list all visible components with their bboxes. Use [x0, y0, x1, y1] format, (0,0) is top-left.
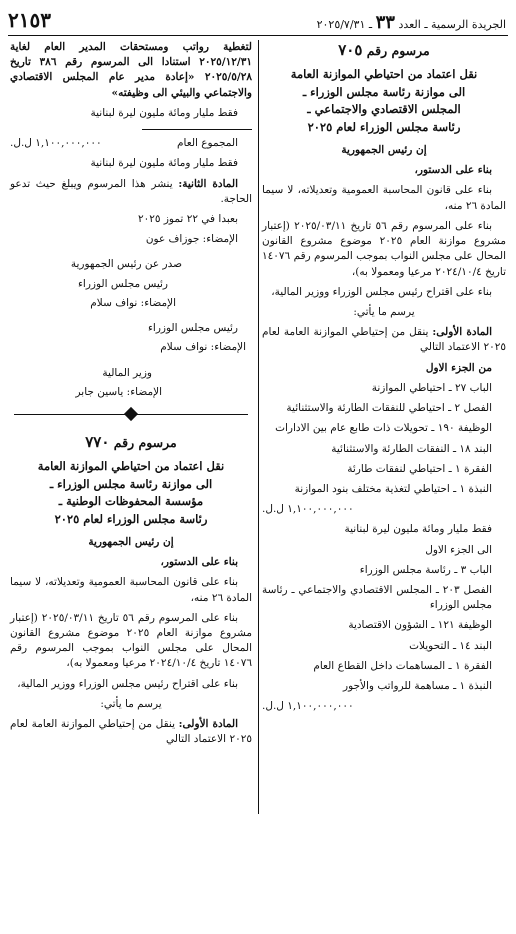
- signer-title: رئيس مجلس الوزراء: [77, 277, 168, 290]
- header-rule: [8, 35, 508, 36]
- subject-line: الى موازنة رئاسة مجلس الوزراء ـ: [49, 476, 213, 491]
- from-part-label: من الجزء الاول: [425, 361, 492, 374]
- decree-number: ٧٠٥: [338, 41, 363, 59]
- amount: ١,١٠٠,٠٠٠,٠٠٠ ل.ل.: [262, 503, 354, 516]
- article-text: ينشر هذا المرسوم ويبلغ حيث تدعو الحاجة.: [10, 177, 252, 205]
- total-words: فقط مليار ومائة مليون ليرة لبنانية: [90, 157, 238, 170]
- recital: بناء على المرسوم رقم ٥٦ تاريخ ٢٠٢٥/٠٣/١١ (إعتبار مشروع موازنة العام ٢٠٢٥ موضوع مشروع القانون المحال على مجلس النواب بموجب المرسوم رقم ١٤٠٧٦ تاريخ ٢٠٢٤/١٠/٤ مرعيا ومعمولا به)،: [10, 611, 252, 670]
- signature: الإمضاء: ياسين جابر: [75, 385, 162, 398]
- budget-item: الوظيفة ١٩٠ ـ تحويلات ذات طابع عام بين الادارات: [275, 422, 492, 435]
- article-text: ينقل من إحتياطي الموازنة العامة لعام ٢٠٢٥ الاعتماد التالي: [10, 718, 252, 746]
- budget-item: الباب ٣ ـ رئاسة مجلس الوزراء: [359, 563, 492, 576]
- article-2: [10, 177, 252, 207]
- president-line: إن رئيس الجمهورية: [341, 144, 427, 156]
- to-part-label: الى الجزء الاول: [425, 543, 492, 556]
- recital: بناء على قانون المحاسبة العمومية وتعديلاته، لا سيما المادة ٢٦ منه،: [10, 576, 252, 604]
- recital: بناء على اقتراح رئيس مجلس الوزراء ووزير المالية،: [271, 285, 492, 298]
- decree-title: [262, 40, 506, 62]
- decree-title-label: مرسوم رقم: [113, 434, 177, 450]
- decree-title-label: مرسوم رقم: [366, 43, 430, 58]
- budget-item: الفصل ٢ ـ احتياطي للنفقات الطارئة والاستثنائية: [286, 402, 492, 415]
- article-label: المادة الثانية:: [178, 177, 238, 190]
- budget-item: الوظيفة ١٢١ ـ الشؤون الاقتصادية: [348, 619, 492, 632]
- gazette-issue-line: [317, 10, 506, 36]
- subject-line: نقل اعتماد من احتياطي الموازنة العامة: [290, 66, 478, 81]
- subject-line: رئاسة مجلس الوزراء لعام ٢٠٢٥: [307, 120, 461, 135]
- budget-item: الفقرة ١ ـ المساهمات داخل القطاع العام: [313, 659, 492, 672]
- issued-date: بعبدا في ٢٢ تموز ٢٠٢٥: [137, 212, 238, 225]
- final-amount: ١,١٠٠,٠٠٠,٠٠٠ ل.ل.: [262, 700, 354, 713]
- budget-item: البند ١٨ ـ النفقات الطارئة والاستثنائية: [331, 442, 492, 455]
- decree-subject: [262, 66, 506, 137]
- issue-number: ٣٣: [375, 12, 395, 33]
- decree-number: ٧٧٠: [85, 432, 110, 451]
- diamond-ornament-icon: [124, 407, 138, 421]
- recital: بناء على قانون المحاسبة العمومية وتعديلاته، لا سيما المادة ٢٦ منه،: [262, 184, 506, 212]
- total-amount: ١,١٠٠,٠٠٠,٠٠٠ ل.ل.: [10, 137, 102, 150]
- subject-line: مؤسسة المحفوظات الوطنية ـ: [58, 494, 204, 509]
- article-label: المادة الأولى:: [432, 326, 492, 339]
- subject-line: رئاسة مجلس الوزراء لعام ٢٠٢٥: [54, 512, 208, 527]
- signature: الإمضاء: جوزاف عون: [145, 233, 238, 246]
- constitution-line: بناء على الدستور،: [160, 556, 238, 569]
- issued-by: صدر عن رئيس الجمهورية: [70, 258, 182, 271]
- right-column: [262, 40, 506, 720]
- decree-separator: [10, 406, 252, 424]
- budget-item: البند ١٤ ـ التحويلات: [409, 639, 492, 652]
- column-divider: [258, 40, 259, 814]
- left-column: [10, 40, 252, 753]
- allocation-purpose: لتغطية رواتب ومستحقات المدير العام لغاية ٢٠٢٥/١٢/٣١ استنادا الى المرسوم رقم ٣٨٦ تاريخ ٢٠٢٥/٥/٢٨ «إعادة مدير عام المجلس الاقتصادي والاجتماعي والبيئي الى وظيفته»: [10, 41, 252, 99]
- page-number: ٢١٥٣: [8, 8, 51, 32]
- total-row: [10, 136, 252, 151]
- article-1: [262, 325, 506, 355]
- subject-line: المجلس الاقتصادي والاجتماعي ـ: [307, 102, 461, 117]
- budget-item: الباب ٢٧ ـ احتياطي الموازنة: [371, 381, 492, 394]
- article-label: المادة الأولى:: [178, 718, 239, 731]
- president-line: إن رئيس الجمهورية: [88, 535, 174, 548]
- page-header: [0, 0, 516, 34]
- budget-item: النبذة ١ ـ احتياطي لتغذية مختلف بنود الموازنة: [294, 482, 492, 495]
- total-rule: [142, 129, 252, 130]
- signature: الإمضاء: نواف سلام: [160, 341, 246, 354]
- constitution-line: بناء على الدستور،: [414, 164, 492, 177]
- budget-item: الفصل ٢٠٣ ـ المجلس الاقتصادي والاجتماعي ـ رئاسة مجلس الوزراء: [262, 584, 492, 612]
- decrees-line: يرسم ما يأتي:: [100, 697, 162, 710]
- subject-line: نقل اعتماد من احتياطي الموازنة العامة: [37, 458, 225, 473]
- recital: بناء على اقتراح رئيس مجلس الوزراء ووزير المالية،: [17, 677, 238, 690]
- article-1: [10, 717, 252, 747]
- total-label: المجموع العام: [177, 137, 238, 150]
- article-text: ينقل من إحتياطي الموازنة العامة لعام ٢٠٢٥ الاعتماد التالي: [262, 326, 506, 354]
- subject-line: الى موازنة رئاسة مجلس الوزراء ـ: [302, 84, 466, 99]
- gazette-name: الجريدة الرسمية ـ العدد: [398, 18, 506, 31]
- decrees-line: يرسم ما يأتي:: [353, 305, 415, 318]
- budget-item: الفقرة ١ ـ احتياطي لنفقات طارئة: [347, 462, 492, 475]
- recital: بناء على المرسوم رقم ٥٦ تاريخ ٢٠٢٥/٠٣/١١ (إعتبار مشروع موازنة العام ٢٠٢٥ موضوع مشروع القانون المحال على مجلس النواب بموجب المرسوم رقم ١٤٠٧٦ تاريخ ٢٠٢٤/١٠/٤ مرعيا ومعمولا به)،: [262, 219, 506, 278]
- amount-words: فقط مليار ومائة مليون ليرة لبنانية: [344, 523, 492, 536]
- decree-subject: [10, 458, 252, 529]
- budget-item: النبذة ١ ـ مساهمة للرواتب والأجور: [343, 680, 492, 693]
- issue-date: ـ ٢٠٢٥/٧/٣١: [316, 18, 373, 31]
- signer-title: وزير المالية: [102, 366, 152, 379]
- amount-words: فقط مليار ومائة مليون ليرة لبنانية: [90, 106, 238, 119]
- signer-title: رئيس مجلس الوزراء: [147, 322, 238, 335]
- decree-title: [10, 432, 252, 454]
- signature: الإمضاء: نواف سلام: [90, 296, 176, 309]
